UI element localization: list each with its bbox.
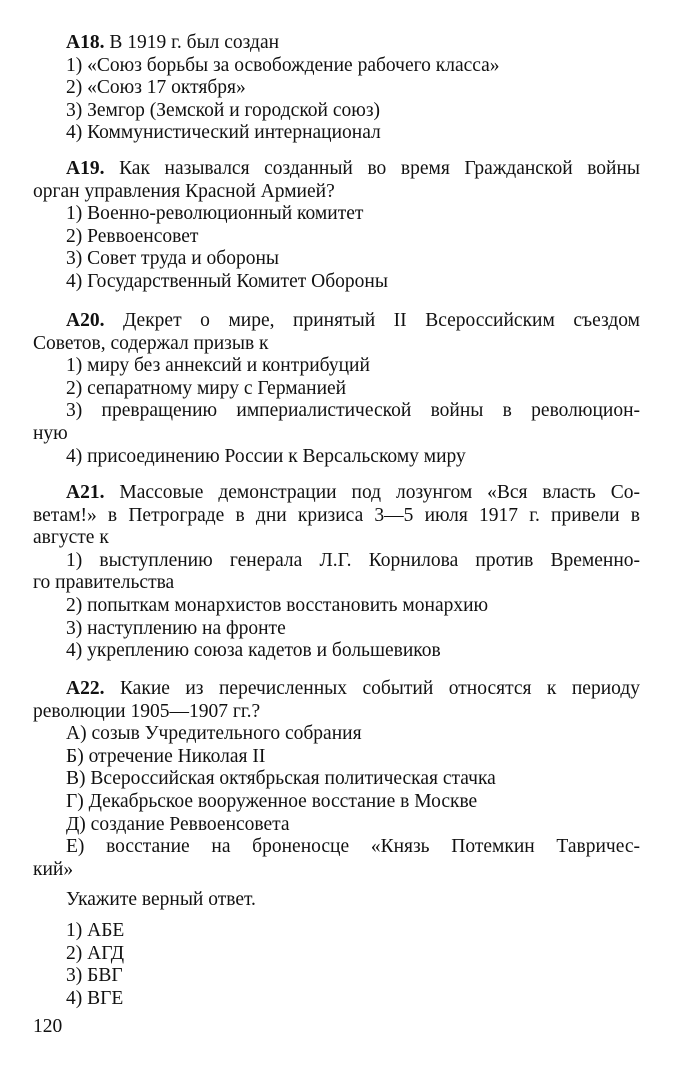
question-text: Декрет о мире, принятый II Всероссийским съездом (123, 310, 640, 331)
question-text-continued: ветам!» в Петрограде в дни кризиса 3—5 июля 1917 г. привели в (33, 504, 640, 526)
answer-option: 2) сепаратному миру с Германией (66, 377, 347, 399)
question-stem (0, 678, 640, 701)
answer-option: 1) миру без аннексий и контрибуций (66, 355, 370, 377)
answer-option: 4) Государственный Комитет Обороны (66, 270, 388, 292)
answer-option: 1) Военно-революционный комитет (66, 203, 364, 225)
question-stem (0, 310, 640, 333)
question-number: А19. (66, 158, 105, 179)
question-stem (0, 158, 640, 181)
answer-option: Г) Декабрьское вооруженное восстание в Москве (66, 790, 478, 812)
answer-option: 4) укреплению союза кадетов и большевиков (66, 640, 441, 662)
answer-option: Е) восстание на броненосце «Князь Потемкин Тавричес- (66, 836, 640, 858)
answer-option: 2) попыткам монархистов восстановить монархию (66, 594, 489, 616)
answer-option: Б) отречение Николая II (66, 745, 266, 767)
answer-option: 2) Реввоенсовет (66, 225, 199, 247)
answer-option-continued: ную (33, 422, 68, 444)
answer-option: 3) Земгор (Земской и городской союз) (66, 99, 381, 121)
answer-option: 2) «Союз 17 октября» (66, 77, 246, 99)
page-number: 120 (33, 1016, 63, 1037)
question-stem (0, 482, 640, 505)
answer-option: А) созыв Учредительного собрания (66, 723, 362, 745)
answer-option: Д) создание Реввоенсовета (66, 813, 290, 835)
question-stem (0, 32, 680, 55)
question-text-continued: августе к (33, 527, 109, 549)
question-number: А21. (66, 482, 105, 503)
answer-choice: 3) БВГ (66, 965, 123, 987)
question-number: А22. (66, 678, 105, 699)
answer-option: 4) Коммунистический интернационал (66, 122, 381, 144)
question-a18 (0, 32, 680, 145)
answer-option: 1) выступлению генерала Л.Г. Корнилова против Временно- (66, 549, 640, 571)
answer-choice: 1) АБЕ (66, 919, 125, 941)
question-text-continued: Советов, содержал призыв к (33, 332, 269, 354)
question-text: Как назывался созданный во время Гражданской войны (119, 158, 641, 179)
question-a20 (0, 310, 680, 468)
question-text: Какие из перечисленных событий относятся к периоду (119, 678, 640, 699)
answer-option: 3) наступлению на фронте (66, 617, 286, 639)
answer-option-continued: кий» (33, 858, 74, 880)
answer-choice: 4) ВГЕ (66, 987, 124, 1009)
question-text: В 1919 г. был создан (109, 32, 280, 53)
question-a22 (0, 678, 680, 1010)
question-a19 (0, 158, 680, 294)
question-text-continued: орган управления Красной Армией? (33, 180, 335, 202)
answer-option: 1) «Союз борьбы за освобождение рабочего класса» (66, 54, 500, 76)
answer-option: 3) Совет труда и обороны (66, 248, 280, 270)
answer-option: 4) присоединению России к Версальскому миру (66, 445, 466, 467)
question-number: А20. (66, 310, 105, 331)
answer-option: В) Всероссийская октябрьская политическая стачка (66, 768, 496, 790)
question-text: Массовые демонстрации под лозунгом «Вся власть Со- (119, 482, 640, 503)
question-a21 (0, 482, 680, 663)
question-number: А18. (66, 32, 105, 53)
answer-prompt: Укажите верный ответ. (66, 889, 256, 911)
answer-choice: 2) АГД (66, 942, 125, 964)
question-text-continued: революции 1905—1907 гг.? (33, 700, 261, 722)
answer-option-continued: го правительства (33, 572, 175, 594)
answer-option: 3) превращению империалистической войны в революцион- (66, 400, 640, 422)
